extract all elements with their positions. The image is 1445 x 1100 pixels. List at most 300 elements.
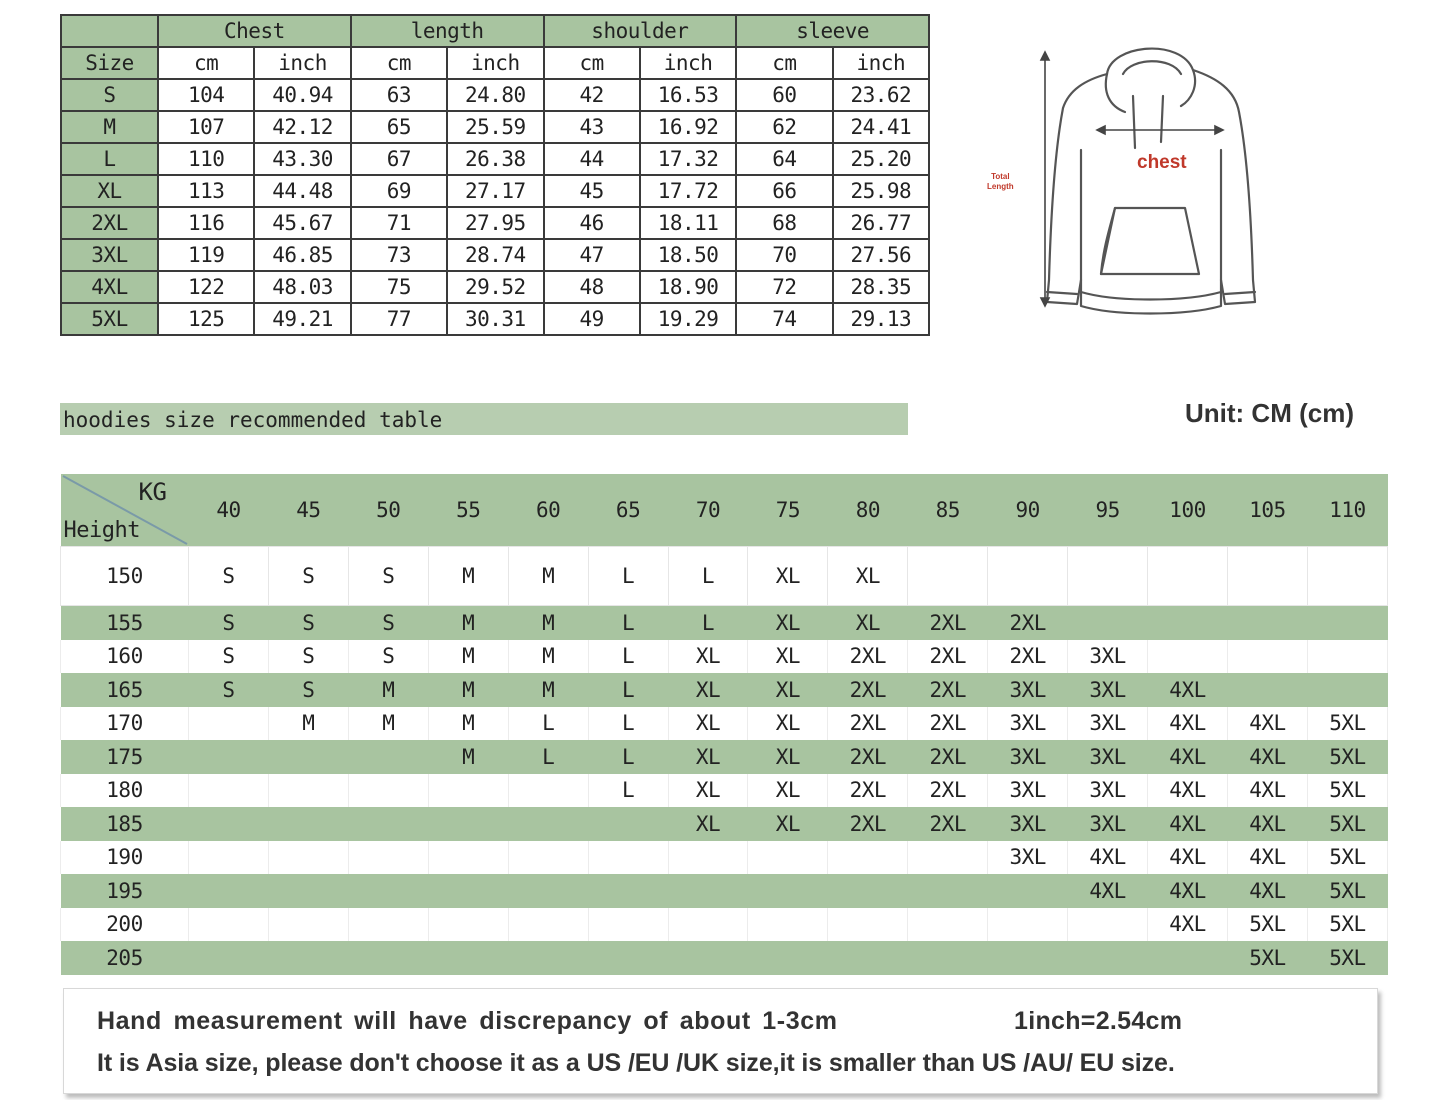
recommended-size-cell: 2XL: [828, 640, 908, 674]
weight-header-cell: 105: [1227, 474, 1307, 547]
size-column-header: Size: [61, 47, 158, 79]
measurement-table-body: [61, 79, 929, 335]
recommended-size-cell: [268, 874, 348, 908]
measurement-value-cell: 17.72: [640, 175, 736, 207]
weight-header-cell: 90: [988, 474, 1068, 547]
recommended-size-cell: M: [428, 606, 508, 640]
weight-header-cell: 85: [908, 474, 988, 547]
recommended-size-cell: 5XL: [1307, 941, 1387, 975]
recommended-size-cell: L: [508, 740, 588, 774]
recommended-size-cell: L: [588, 640, 668, 674]
recommended-size-cell: S: [189, 673, 269, 707]
measurement-group-header-row: [61, 15, 929, 47]
weight-header-cell: 95: [1068, 474, 1148, 547]
measurement-value-cell: 18.90: [640, 271, 736, 303]
recommended-size-table: [60, 474, 1388, 975]
recommended-size-cell: XL: [828, 606, 908, 640]
weight-header-cell: 40: [189, 474, 269, 547]
measurement-value-cell: 43: [544, 111, 640, 143]
recommended-size-cell: L: [588, 547, 668, 606]
recommended-size-cell: [828, 908, 908, 942]
height-row: [61, 841, 1388, 875]
height-label: Height: [63, 518, 140, 543]
recommended-table-title: hoodies size recommended table: [60, 403, 908, 435]
recommended-size-cell: [428, 841, 508, 875]
recommended-size-cell: [268, 740, 348, 774]
measurement-value-cell: 72: [736, 271, 832, 303]
recommended-size-cell: 2XL: [828, 807, 908, 841]
recommended-size-cell: [189, 941, 269, 975]
height-row: [61, 673, 1388, 707]
recommended-size-cell: S: [268, 640, 348, 674]
recommended-size-cell: [508, 874, 588, 908]
measurement-value-cell: 28.35: [833, 271, 929, 303]
recommended-size-cell: [348, 841, 428, 875]
recommended-size-cell: S: [189, 606, 269, 640]
recommended-size-cell: [1307, 640, 1387, 674]
recommended-size-cell: [1068, 941, 1148, 975]
weight-header-cell: 100: [1148, 474, 1228, 547]
measurement-value-cell: 71: [351, 207, 447, 239]
total-length-label: [987, 172, 1014, 192]
measurement-value-cell: 69: [351, 175, 447, 207]
recommended-size-cell: [828, 874, 908, 908]
measurement-value-cell: 25.59: [447, 111, 543, 143]
height-row: [61, 908, 1388, 942]
note-conversion: 1inch=2.54cm: [1014, 1007, 1183, 1035]
measurement-value-cell: 74: [736, 303, 832, 335]
recommended-size-cell: [189, 774, 269, 808]
recommended-size-cell: [428, 774, 508, 808]
measurement-value-cell: 27.95: [447, 207, 543, 239]
recommended-size-cell: 4XL: [1227, 874, 1307, 908]
kg-label: KG: [138, 478, 167, 506]
recommended-size-cell: 3XL: [988, 740, 1068, 774]
measurement-value-cell: 119: [158, 239, 254, 271]
recommended-size-cell: [1227, 606, 1307, 640]
weight-header-cell: 65: [588, 474, 668, 547]
recommended-size-cell: 2XL: [828, 673, 908, 707]
recommended-size-cell: XL: [668, 807, 748, 841]
measurement-value-cell: 23.62: [833, 79, 929, 111]
size-cell: 4XL: [61, 271, 158, 303]
recommended-size-cell: L: [588, 606, 668, 640]
recommended-size-cell: XL: [748, 673, 828, 707]
measurement-value-cell: 29.52: [447, 271, 543, 303]
measurement-value-cell: 24.41: [833, 111, 929, 143]
hoodie-outline-icon: [985, 30, 1285, 320]
recommended-size-cell: [1068, 547, 1148, 606]
weight-header-cell: 110: [1307, 474, 1387, 547]
recommended-size-cell: 4XL: [1148, 707, 1228, 741]
measurement-value-cell: 43.30: [254, 143, 350, 175]
recommended-size-cell: 2XL: [988, 606, 1068, 640]
recommended-size-cell: M: [428, 740, 508, 774]
recommended-size-cell: XL: [748, 547, 828, 606]
recommended-size-cell: [348, 740, 428, 774]
recommended-size-cell: [428, 874, 508, 908]
size-row: [61, 175, 929, 207]
group-header-chest: Chest: [158, 15, 351, 47]
recommended-size-cell: 5XL: [1307, 807, 1387, 841]
corner-header-cell: [61, 474, 189, 547]
unit-header: inch: [640, 47, 736, 79]
recommended-size-cell: [668, 908, 748, 942]
recommended-size-cell: [508, 774, 588, 808]
measurement-value-cell: 17.32: [640, 143, 736, 175]
height-row: [61, 707, 1388, 741]
measurement-value-cell: 48: [544, 271, 640, 303]
height-row: [61, 774, 1388, 808]
recommended-size-cell: 3XL: [1068, 707, 1148, 741]
height-cell: 175: [61, 740, 189, 774]
recommended-size-cell: 3XL: [1068, 740, 1148, 774]
recommended-size-cell: [1227, 640, 1307, 674]
recommended-size-cell: XL: [668, 707, 748, 741]
size-cell: 2XL: [61, 207, 158, 239]
recommended-size-cell: XL: [748, 807, 828, 841]
recommended-size-cell: [348, 908, 428, 942]
recommended-size-cell: 5XL: [1307, 841, 1387, 875]
recommended-size-cell: 4XL: [1148, 874, 1228, 908]
group-header-length: length: [351, 15, 544, 47]
recommended-size-cell: [508, 807, 588, 841]
recommended-size-cell: [348, 807, 428, 841]
measurement-value-cell: 75: [351, 271, 447, 303]
recommended-size-cell: [588, 841, 668, 875]
measurement-value-cell: 64: [736, 143, 832, 175]
recommended-size-cell: 2XL: [908, 707, 988, 741]
recommended-size-cell: 5XL: [1227, 941, 1307, 975]
recommended-size-cell: S: [348, 606, 428, 640]
height-cell: 185: [61, 807, 189, 841]
recommended-size-cell: M: [428, 673, 508, 707]
recommended-size-cell: 2XL: [908, 740, 988, 774]
recommended-size-cell: 3XL: [988, 707, 1068, 741]
recommended-size-cell: M: [508, 547, 588, 606]
height-row: [61, 606, 1388, 640]
weight-header-cell: 60: [508, 474, 588, 547]
measurement-value-cell: 26.77: [833, 207, 929, 239]
recommended-size-cell: 4XL: [1068, 874, 1148, 908]
recommended-size-cell: 2XL: [908, 774, 988, 808]
measurement-value-cell: 27.17: [447, 175, 543, 207]
recommended-size-cell: [508, 908, 588, 942]
recommended-size-cell: XL: [748, 774, 828, 808]
recommended-size-cell: L: [508, 707, 588, 741]
recommended-size-cell: 2XL: [908, 673, 988, 707]
size-corner-cell: [61, 15, 158, 47]
recommended-size-cell: XL: [668, 673, 748, 707]
note-box: [63, 988, 1378, 1094]
measurement-value-cell: 45.67: [254, 207, 350, 239]
height-cell: 195: [61, 874, 189, 908]
recommended-size-cell: [348, 774, 428, 808]
unit-header: cm: [544, 47, 640, 79]
height-cell: 160: [61, 640, 189, 674]
height-row: [61, 874, 1388, 908]
recommended-size-cell: 3XL: [1068, 640, 1148, 674]
height-cell: 205: [61, 941, 189, 975]
recommended-size-cell: L: [588, 740, 668, 774]
recommended-size-cell: [1068, 606, 1148, 640]
recommended-size-cell: [189, 740, 269, 774]
size-row: [61, 271, 929, 303]
recommended-size-cell: M: [348, 707, 428, 741]
recommended-size-cell: 3XL: [1068, 774, 1148, 808]
height-row: [61, 547, 1388, 606]
size-row: [61, 207, 929, 239]
recommended-size-cell: L: [588, 774, 668, 808]
recommended-size-cell: [1307, 547, 1387, 606]
recommended-size-cell: S: [268, 606, 348, 640]
recommended-size-cell: XL: [668, 640, 748, 674]
recommended-size-cell: [988, 547, 1068, 606]
measurement-value-cell: 18.11: [640, 207, 736, 239]
recommended-size-cell: [189, 908, 269, 942]
recommended-size-cell: [908, 841, 988, 875]
measurement-value-cell: 73: [351, 239, 447, 271]
recommended-size-cell: [668, 941, 748, 975]
size-cell: 5XL: [61, 303, 158, 335]
size-row: [61, 79, 929, 111]
unit-header: inch: [833, 47, 929, 79]
measurement-value-cell: 46: [544, 207, 640, 239]
recommended-size-cell: [268, 908, 348, 942]
recommended-size-cell: [189, 841, 269, 875]
recommended-size-cell: 4XL: [1068, 841, 1148, 875]
measurement-value-cell: 49.21: [254, 303, 350, 335]
height-row: [61, 807, 1388, 841]
size-row: [61, 303, 929, 335]
measurement-value-cell: 42.12: [254, 111, 350, 143]
recommended-size-cell: [1148, 547, 1228, 606]
measurement-value-cell: 122: [158, 271, 254, 303]
height-cell: 200: [61, 908, 189, 942]
height-cell: 180: [61, 774, 189, 808]
recommended-size-cell: XL: [668, 740, 748, 774]
recommended-size-cell: 2XL: [988, 640, 1068, 674]
measurement-value-cell: 116: [158, 207, 254, 239]
recommended-size-cell: [1148, 640, 1228, 674]
measurement-value-cell: 68: [736, 207, 832, 239]
measurement-value-cell: 18.50: [640, 239, 736, 271]
measurement-value-cell: 104: [158, 79, 254, 111]
recommended-size-cell: 4XL: [1227, 807, 1307, 841]
recommended-size-cell: [588, 874, 668, 908]
measurement-value-cell: 125: [158, 303, 254, 335]
recommended-size-cell: [588, 807, 668, 841]
height-cell: 165: [61, 673, 189, 707]
height-cell: 150: [61, 547, 189, 606]
recommended-size-cell: [588, 908, 668, 942]
recommended-size-cell: [268, 807, 348, 841]
recommended-size-cell: [189, 874, 269, 908]
unit-header: cm: [158, 47, 254, 79]
recommended-size-cell: [1227, 673, 1307, 707]
height-row: [61, 941, 1388, 975]
recommended-size-cell: L: [668, 606, 748, 640]
recommended-size-cell: S: [348, 547, 428, 606]
recommended-size-cell: XL: [748, 740, 828, 774]
measurement-value-cell: 62: [736, 111, 832, 143]
measurement-value-cell: 28.74: [447, 239, 543, 271]
measurement-value-cell: 60: [736, 79, 832, 111]
chest-label: chest: [1137, 152, 1187, 173]
recommended-size-cell: M: [508, 640, 588, 674]
recommended-size-cell: M: [508, 673, 588, 707]
recommended-size-cell: S: [189, 547, 269, 606]
note-asia-size: It is Asia size, please don't choose it as a US /EU /UK size,it is smaller than US /AU/ EU size.: [97, 1049, 1175, 1077]
recommended-size-cell: [428, 908, 508, 942]
measurement-value-cell: 107: [158, 111, 254, 143]
recommended-size-cell: [748, 941, 828, 975]
recommended-size-cell: 2XL: [828, 740, 908, 774]
measurement-value-cell: 113: [158, 175, 254, 207]
size-row: [61, 239, 929, 271]
weight-header-cell: 70: [668, 474, 748, 547]
unit-label: Unit: CM (cm): [1185, 398, 1354, 428]
recommended-size-cell: M: [428, 707, 508, 741]
recommended-size-cell: S: [268, 673, 348, 707]
recommended-size-cell: [268, 941, 348, 975]
measurement-unit-row: [61, 47, 929, 79]
unit-header: inch: [447, 47, 543, 79]
weight-header-cell: 45: [268, 474, 348, 547]
recommended-size-cell: 2XL: [908, 807, 988, 841]
measurement-value-cell: 48.03: [254, 271, 350, 303]
height-cell: 170: [61, 707, 189, 741]
measurement-value-cell: 45: [544, 175, 640, 207]
height-row: [61, 640, 1388, 674]
weight-header-cell: 55: [428, 474, 508, 547]
group-header-shoulder: shoulder: [544, 15, 737, 47]
recommended-size-cell: 4XL: [1148, 807, 1228, 841]
unit-header: inch: [254, 47, 350, 79]
recommended-size-cell: 3XL: [988, 841, 1068, 875]
measurement-value-cell: 27.56: [833, 239, 929, 271]
recommended-size-cell: [268, 774, 348, 808]
recommended-size-cell: [189, 807, 269, 841]
total-length-label-line1: Total: [991, 172, 1010, 181]
height-cell: 155: [61, 606, 189, 640]
group-header-sleeve: sleeve: [736, 15, 929, 47]
recommended-size-cell: [908, 941, 988, 975]
weight-header-cell: 75: [748, 474, 828, 547]
recommended-size-cell: 2XL: [828, 707, 908, 741]
recommended-size-cell: 4XL: [1148, 740, 1228, 774]
recommended-size-cell: L: [588, 673, 668, 707]
recommended-size-cell: 2XL: [908, 606, 988, 640]
size-cell: L: [61, 143, 158, 175]
measurement-value-cell: 30.31: [447, 303, 543, 335]
weight-header-cell: 80: [828, 474, 908, 547]
recommended-size-cell: [988, 874, 1068, 908]
unit-header: cm: [351, 47, 447, 79]
recommended-size-cell: 2XL: [908, 640, 988, 674]
recommended-size-cell: [748, 841, 828, 875]
recommended-size-cell: 3XL: [1068, 673, 1148, 707]
measurement-value-cell: 63: [351, 79, 447, 111]
measurement-value-cell: 42: [544, 79, 640, 111]
measurement-value-cell: 67: [351, 143, 447, 175]
height-cell: 190: [61, 841, 189, 875]
recommended-size-cell: XL: [748, 606, 828, 640]
size-row: [61, 111, 929, 143]
measurement-value-cell: 49: [544, 303, 640, 335]
recommended-size-cell: 5XL: [1227, 908, 1307, 942]
measurement-value-cell: 24.80: [447, 79, 543, 111]
measurement-value-cell: 110: [158, 143, 254, 175]
recommended-size-cell: M: [268, 707, 348, 741]
measurement-value-cell: 25.20: [833, 143, 929, 175]
measurement-value-cell: 46.85: [254, 239, 350, 271]
note-discrepancy: Hand measurement will have discrepancy of about 1-3cm: [97, 1007, 838, 1035]
recommended-size-cell: 4XL: [1148, 774, 1228, 808]
size-cell: M: [61, 111, 158, 143]
recommended-size-cell: M: [348, 673, 428, 707]
recommended-size-cell: [908, 908, 988, 942]
recommended-size-cell: [748, 874, 828, 908]
weight-header-cell: 50: [348, 474, 428, 547]
measurement-value-cell: 29.13: [833, 303, 929, 335]
measurement-value-cell: 66: [736, 175, 832, 207]
measurement-value-cell: 16.53: [640, 79, 736, 111]
recommended-size-cell: [908, 547, 988, 606]
total-length-label-line2: Length: [987, 182, 1014, 191]
recommended-size-cell: [1227, 547, 1307, 606]
recommended-size-cell: 5XL: [1307, 774, 1387, 808]
measurement-table: [60, 14, 930, 336]
measurement-value-cell: 40.94: [254, 79, 350, 111]
recommended-size-cell: 3XL: [988, 807, 1068, 841]
recommended-size-cell: 4XL: [1148, 841, 1228, 875]
recommended-size-cell: [1307, 606, 1387, 640]
recommended-size-cell: 4XL: [1227, 707, 1307, 741]
recommended-size-cell: 5XL: [1307, 874, 1387, 908]
measurement-value-cell: 44.48: [254, 175, 350, 207]
recommended-size-cell: [428, 941, 508, 975]
measurement-value-cell: 26.38: [447, 143, 543, 175]
recommended-size-cell: XL: [668, 774, 748, 808]
recommended-size-cell: 3XL: [988, 673, 1068, 707]
measurement-value-cell: 65: [351, 111, 447, 143]
recommended-size-cell: [668, 841, 748, 875]
recommended-size-cell: [189, 707, 269, 741]
recommended-size-cell: 4XL: [1227, 740, 1307, 774]
recommended-size-cell: [1307, 673, 1387, 707]
recommended-size-cell: [1068, 908, 1148, 942]
recommended-size-cell: XL: [748, 707, 828, 741]
recommended-size-cell: [588, 941, 668, 975]
recommended-size-cell: 4XL: [1148, 673, 1228, 707]
measurement-value-cell: 19.29: [640, 303, 736, 335]
recommended-size-cell: [908, 874, 988, 908]
recommended-size-cell: [428, 807, 508, 841]
recommended-size-cell: [1148, 606, 1228, 640]
height-row: [61, 740, 1388, 774]
measurement-value-cell: 77: [351, 303, 447, 335]
size-row: [61, 143, 929, 175]
recommended-size-cell: 5XL: [1307, 740, 1387, 774]
recommended-size-cell: [348, 941, 428, 975]
recommended-size-cell: [508, 841, 588, 875]
hoodie-diagram: [985, 30, 1285, 320]
recommended-size-cell: 4XL: [1227, 841, 1307, 875]
recommended-size-cell: 3XL: [988, 774, 1068, 808]
recommended-size-cell: [828, 941, 908, 975]
recommended-size-cell: S: [268, 547, 348, 606]
